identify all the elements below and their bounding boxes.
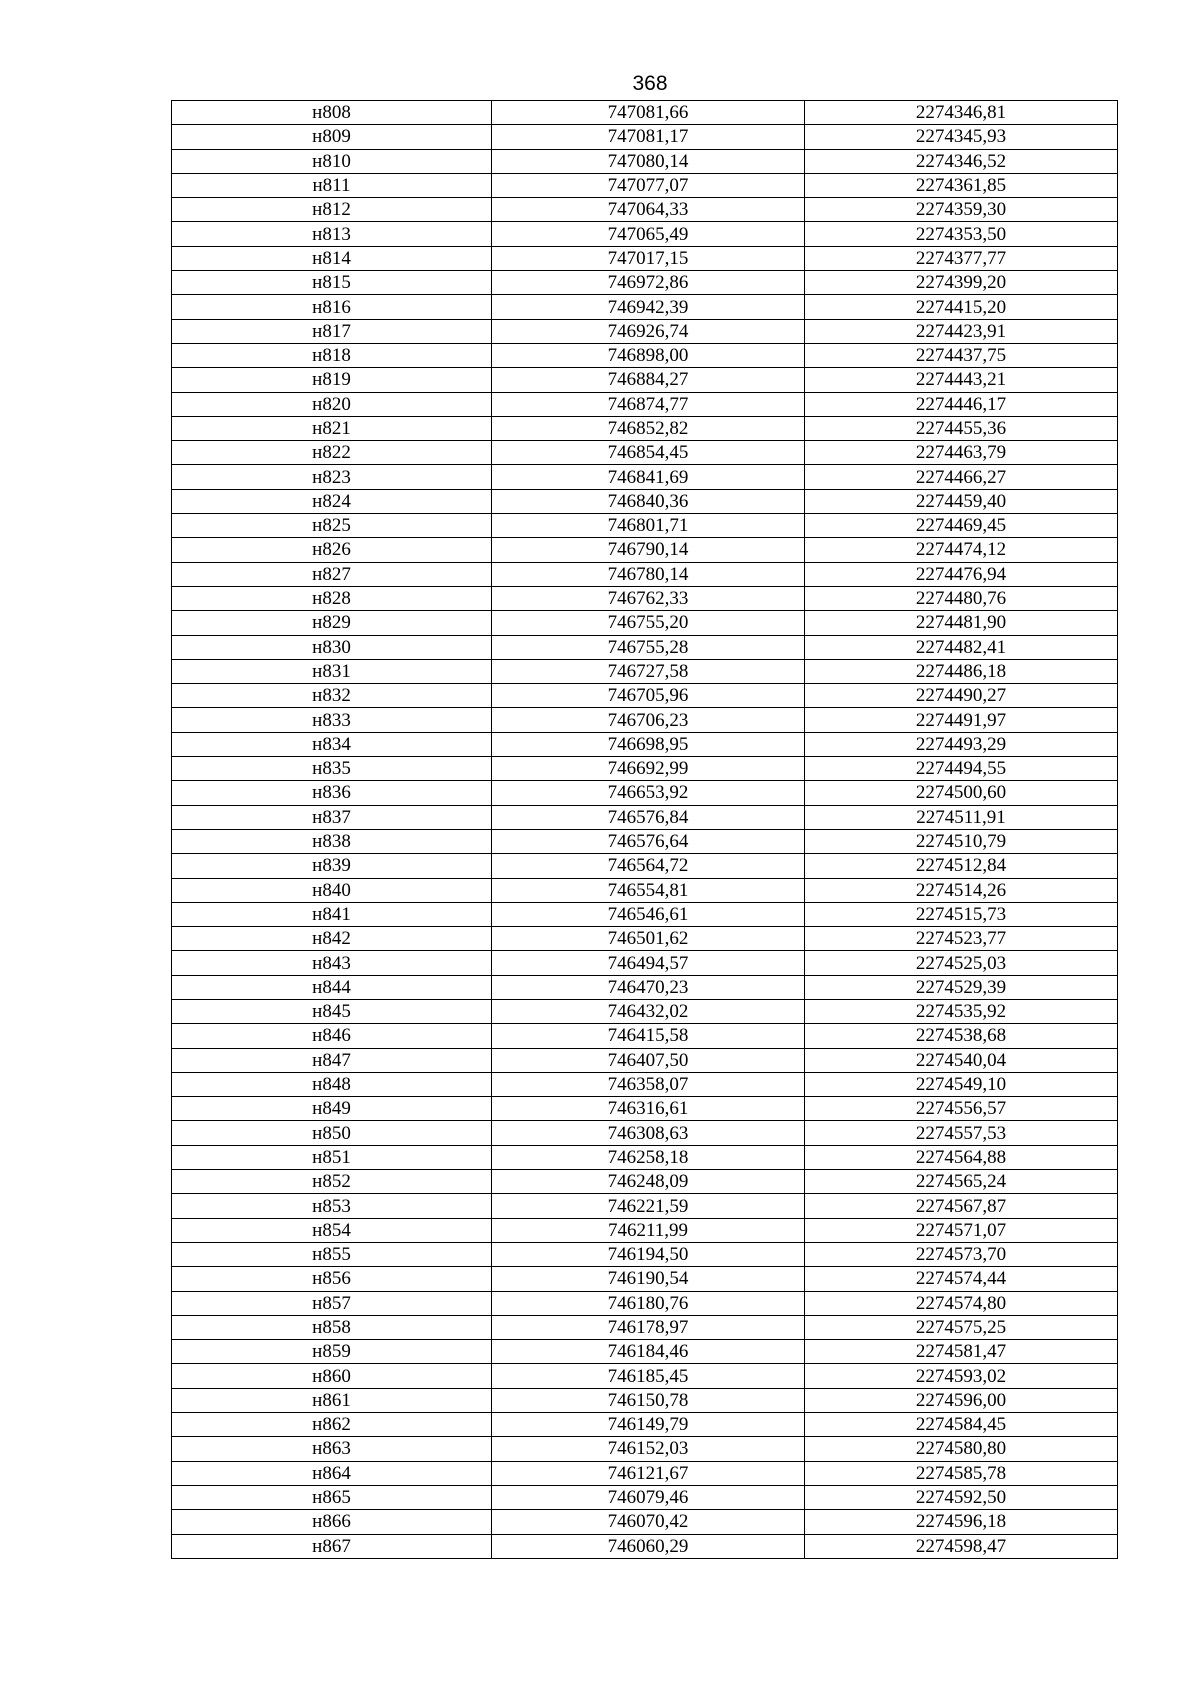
y-coordinate-cell: 2274564,88 bbox=[805, 1145, 1118, 1169]
point-id-cell: н846 bbox=[172, 1024, 492, 1048]
y-coordinate-cell: 2274596,00 bbox=[805, 1388, 1118, 1412]
y-coordinate-cell: 2274346,52 bbox=[805, 149, 1118, 173]
point-id-cell: н835 bbox=[172, 757, 492, 781]
x-coordinate-cell: 746698,95 bbox=[492, 732, 805, 756]
x-coordinate-cell: 746755,20 bbox=[492, 611, 805, 635]
y-coordinate-cell: 2274525,03 bbox=[805, 951, 1118, 975]
point-id-cell: н836 bbox=[172, 781, 492, 805]
y-coordinate-cell: 2274361,85 bbox=[805, 173, 1118, 197]
y-coordinate-cell: 2274556,57 bbox=[805, 1097, 1118, 1121]
table-row bbox=[172, 829, 1118, 853]
y-coordinate-cell: 2274437,75 bbox=[805, 343, 1118, 367]
table-row bbox=[172, 1485, 1118, 1509]
x-coordinate-cell: 746190,54 bbox=[492, 1267, 805, 1291]
point-id-cell: н832 bbox=[172, 684, 492, 708]
x-coordinate-cell: 746884,27 bbox=[492, 368, 805, 392]
y-coordinate-cell: 2274346,81 bbox=[805, 101, 1118, 125]
y-coordinate-cell: 2274529,39 bbox=[805, 975, 1118, 999]
point-id-cell: н828 bbox=[172, 586, 492, 610]
y-coordinate-cell: 2274514,26 bbox=[805, 878, 1118, 902]
x-coordinate-cell: 747080,14 bbox=[492, 149, 805, 173]
y-coordinate-cell: 2274459,40 bbox=[805, 489, 1118, 513]
y-coordinate-cell: 2274463,79 bbox=[805, 441, 1118, 465]
y-coordinate-cell: 2274535,92 bbox=[805, 999, 1118, 1023]
y-coordinate-cell: 2274581,47 bbox=[805, 1340, 1118, 1364]
table-row bbox=[172, 1097, 1118, 1121]
table-row bbox=[172, 1315, 1118, 1339]
y-coordinate-cell: 2274493,29 bbox=[805, 732, 1118, 756]
y-coordinate-cell: 2274466,27 bbox=[805, 465, 1118, 489]
table-row bbox=[172, 1437, 1118, 1461]
y-coordinate-cell: 2274573,70 bbox=[805, 1242, 1118, 1266]
x-coordinate-cell: 746841,69 bbox=[492, 465, 805, 489]
y-coordinate-cell: 2274500,60 bbox=[805, 781, 1118, 805]
y-coordinate-cell: 2274584,45 bbox=[805, 1413, 1118, 1437]
point-id-cell: н840 bbox=[172, 878, 492, 902]
table-row bbox=[172, 465, 1118, 489]
x-coordinate-cell: 746755,28 bbox=[492, 635, 805, 659]
table-row bbox=[172, 343, 1118, 367]
table-row bbox=[172, 1388, 1118, 1412]
x-coordinate-cell: 746942,39 bbox=[492, 295, 805, 319]
x-coordinate-cell: 746762,33 bbox=[492, 586, 805, 610]
y-coordinate-cell: 2274574,44 bbox=[805, 1267, 1118, 1291]
y-coordinate-cell: 2274557,53 bbox=[805, 1121, 1118, 1145]
x-coordinate-cell: 746692,99 bbox=[492, 757, 805, 781]
y-coordinate-cell: 2274455,36 bbox=[805, 416, 1118, 440]
point-id-cell: н848 bbox=[172, 1072, 492, 1096]
table-row bbox=[172, 1218, 1118, 1242]
x-coordinate-cell: 747065,49 bbox=[492, 222, 805, 246]
table-row bbox=[172, 1242, 1118, 1266]
table-row bbox=[172, 611, 1118, 635]
table-row bbox=[172, 368, 1118, 392]
table-row bbox=[172, 1145, 1118, 1169]
y-coordinate-cell: 2274443,21 bbox=[805, 368, 1118, 392]
point-id-cell: н853 bbox=[172, 1194, 492, 1218]
x-coordinate-cell: 746706,23 bbox=[492, 708, 805, 732]
x-coordinate-cell: 746972,86 bbox=[492, 271, 805, 295]
table-row bbox=[172, 854, 1118, 878]
y-coordinate-cell: 2274446,17 bbox=[805, 392, 1118, 416]
point-id-cell: н824 bbox=[172, 489, 492, 513]
point-id-cell: н862 bbox=[172, 1413, 492, 1437]
table-row bbox=[172, 1170, 1118, 1194]
table-row bbox=[172, 1048, 1118, 1072]
x-coordinate-cell: 747081,66 bbox=[492, 101, 805, 125]
y-coordinate-cell: 2274476,94 bbox=[805, 562, 1118, 586]
point-id-cell: н812 bbox=[172, 198, 492, 222]
point-id-cell: н837 bbox=[172, 805, 492, 829]
point-id-cell: н816 bbox=[172, 295, 492, 319]
y-coordinate-cell: 2274490,27 bbox=[805, 684, 1118, 708]
page-number: 368 bbox=[632, 72, 668, 95]
table-row bbox=[172, 246, 1118, 270]
point-id-cell: н809 bbox=[172, 125, 492, 149]
y-coordinate-cell: 2274353,50 bbox=[805, 222, 1118, 246]
x-coordinate-cell: 746470,23 bbox=[492, 975, 805, 999]
x-coordinate-cell: 746415,58 bbox=[492, 1024, 805, 1048]
point-id-cell: н830 bbox=[172, 635, 492, 659]
y-coordinate-cell: 2274512,84 bbox=[805, 854, 1118, 878]
point-id-cell: н850 bbox=[172, 1121, 492, 1145]
point-id-cell: н808 bbox=[172, 101, 492, 125]
y-coordinate-cell: 2274423,91 bbox=[805, 319, 1118, 343]
y-coordinate-cell: 2274567,87 bbox=[805, 1194, 1118, 1218]
point-id-cell: н821 bbox=[172, 416, 492, 440]
x-coordinate-cell: 746211,99 bbox=[492, 1218, 805, 1242]
table-row bbox=[172, 1534, 1118, 1558]
point-id-cell: н823 bbox=[172, 465, 492, 489]
x-coordinate-cell: 746854,45 bbox=[492, 441, 805, 465]
x-coordinate-cell: 746546,61 bbox=[492, 902, 805, 926]
table-row bbox=[172, 392, 1118, 416]
y-coordinate-cell: 2274474,12 bbox=[805, 538, 1118, 562]
point-id-cell: н818 bbox=[172, 343, 492, 367]
table-row bbox=[172, 1510, 1118, 1534]
table-row bbox=[172, 902, 1118, 926]
table-row bbox=[172, 1267, 1118, 1291]
y-coordinate-cell: 2274399,20 bbox=[805, 271, 1118, 295]
y-coordinate-cell: 2274481,90 bbox=[805, 611, 1118, 635]
x-coordinate-cell: 746926,74 bbox=[492, 319, 805, 343]
x-coordinate-cell: 746194,50 bbox=[492, 1242, 805, 1266]
y-coordinate-cell: 2274538,68 bbox=[805, 1024, 1118, 1048]
table-row bbox=[172, 927, 1118, 951]
table-row bbox=[172, 1461, 1118, 1485]
point-id-cell: н834 bbox=[172, 732, 492, 756]
table-row bbox=[172, 1121, 1118, 1145]
point-id-cell: н831 bbox=[172, 659, 492, 683]
x-coordinate-cell: 746248,09 bbox=[492, 1170, 805, 1194]
y-coordinate-cell: 2274359,30 bbox=[805, 198, 1118, 222]
point-id-cell: н847 bbox=[172, 1048, 492, 1072]
point-id-cell: н855 bbox=[172, 1242, 492, 1266]
point-id-cell: н819 bbox=[172, 368, 492, 392]
y-coordinate-cell: 2274571,07 bbox=[805, 1218, 1118, 1242]
x-coordinate-cell: 746221,59 bbox=[492, 1194, 805, 1218]
table-row bbox=[172, 999, 1118, 1023]
y-coordinate-cell: 2274511,91 bbox=[805, 805, 1118, 829]
coordinates-table-body bbox=[172, 101, 1118, 1559]
point-id-cell: н865 bbox=[172, 1485, 492, 1509]
table-row bbox=[172, 538, 1118, 562]
table-row bbox=[172, 878, 1118, 902]
point-id-cell: н810 bbox=[172, 149, 492, 173]
table-row bbox=[172, 295, 1118, 319]
x-coordinate-cell: 746501,62 bbox=[492, 927, 805, 951]
x-coordinate-cell: 746705,96 bbox=[492, 684, 805, 708]
y-coordinate-cell: 2274596,18 bbox=[805, 1510, 1118, 1534]
y-coordinate-cell: 2274540,04 bbox=[805, 1048, 1118, 1072]
table-row bbox=[172, 1072, 1118, 1096]
point-id-cell: н822 bbox=[172, 441, 492, 465]
x-coordinate-cell: 746432,02 bbox=[492, 999, 805, 1023]
x-coordinate-cell: 746180,76 bbox=[492, 1291, 805, 1315]
x-coordinate-cell: 746308,63 bbox=[492, 1121, 805, 1145]
table-row bbox=[172, 271, 1118, 295]
x-coordinate-cell: 746653,92 bbox=[492, 781, 805, 805]
point-id-cell: н851 bbox=[172, 1145, 492, 1169]
x-coordinate-cell: 746060,29 bbox=[492, 1534, 805, 1558]
table-row bbox=[172, 319, 1118, 343]
x-coordinate-cell: 746576,84 bbox=[492, 805, 805, 829]
table-row bbox=[172, 975, 1118, 999]
x-coordinate-cell: 746780,14 bbox=[492, 562, 805, 586]
x-coordinate-cell: 746874,77 bbox=[492, 392, 805, 416]
y-coordinate-cell: 2274510,79 bbox=[805, 829, 1118, 853]
y-coordinate-cell: 2274523,77 bbox=[805, 927, 1118, 951]
y-coordinate-cell: 2274585,78 bbox=[805, 1461, 1118, 1485]
x-coordinate-cell: 746070,42 bbox=[492, 1510, 805, 1534]
point-id-cell: н854 bbox=[172, 1218, 492, 1242]
table-row bbox=[172, 708, 1118, 732]
y-coordinate-cell: 2274415,20 bbox=[805, 295, 1118, 319]
x-coordinate-cell: 746790,14 bbox=[492, 538, 805, 562]
table-row bbox=[172, 101, 1118, 125]
y-coordinate-cell: 2274565,24 bbox=[805, 1170, 1118, 1194]
point-id-cell: н866 bbox=[172, 1510, 492, 1534]
table-row bbox=[172, 586, 1118, 610]
point-id-cell: н857 bbox=[172, 1291, 492, 1315]
point-id-cell: н867 bbox=[172, 1534, 492, 1558]
point-id-cell: н849 bbox=[172, 1097, 492, 1121]
point-id-cell: н815 bbox=[172, 271, 492, 295]
x-coordinate-cell: 746801,71 bbox=[492, 514, 805, 538]
table-row bbox=[172, 1340, 1118, 1364]
point-id-cell: н813 bbox=[172, 222, 492, 246]
point-id-cell: н842 bbox=[172, 927, 492, 951]
y-coordinate-cell: 2274515,73 bbox=[805, 902, 1118, 926]
point-id-cell: н841 bbox=[172, 902, 492, 926]
x-coordinate-cell: 746185,45 bbox=[492, 1364, 805, 1388]
point-id-cell: н843 bbox=[172, 951, 492, 975]
table-row bbox=[172, 732, 1118, 756]
table-row bbox=[172, 1413, 1118, 1437]
x-coordinate-cell: 746564,72 bbox=[492, 854, 805, 878]
point-id-cell: н826 bbox=[172, 538, 492, 562]
table-row bbox=[172, 757, 1118, 781]
table-row bbox=[172, 125, 1118, 149]
point-id-cell: н839 bbox=[172, 854, 492, 878]
y-coordinate-cell: 2274598,47 bbox=[805, 1534, 1118, 1558]
point-id-cell: н827 bbox=[172, 562, 492, 586]
table-row bbox=[172, 659, 1118, 683]
x-coordinate-cell: 746494,57 bbox=[492, 951, 805, 975]
point-id-cell: н860 bbox=[172, 1364, 492, 1388]
x-coordinate-cell: 746121,67 bbox=[492, 1461, 805, 1485]
y-coordinate-cell: 2274575,25 bbox=[805, 1315, 1118, 1339]
x-coordinate-cell: 746184,46 bbox=[492, 1340, 805, 1364]
x-coordinate-cell: 746358,07 bbox=[492, 1072, 805, 1096]
table-row bbox=[172, 489, 1118, 513]
y-coordinate-cell: 2274482,41 bbox=[805, 635, 1118, 659]
x-coordinate-cell: 747017,15 bbox=[492, 246, 805, 270]
x-coordinate-cell: 746258,18 bbox=[492, 1145, 805, 1169]
y-coordinate-cell: 2274491,97 bbox=[805, 708, 1118, 732]
table-row bbox=[172, 805, 1118, 829]
x-coordinate-cell: 746727,58 bbox=[492, 659, 805, 683]
table-row bbox=[172, 1364, 1118, 1388]
point-id-cell: н864 bbox=[172, 1461, 492, 1485]
y-coordinate-cell: 2274480,76 bbox=[805, 586, 1118, 610]
point-id-cell: н852 bbox=[172, 1170, 492, 1194]
y-coordinate-cell: 2274593,02 bbox=[805, 1364, 1118, 1388]
table-row bbox=[172, 514, 1118, 538]
y-coordinate-cell: 2274377,77 bbox=[805, 246, 1118, 270]
table-row bbox=[172, 149, 1118, 173]
point-id-cell: н856 bbox=[172, 1267, 492, 1291]
table-row bbox=[172, 1291, 1118, 1315]
point-id-cell: н817 bbox=[172, 319, 492, 343]
table-row bbox=[172, 198, 1118, 222]
table-row bbox=[172, 441, 1118, 465]
x-coordinate-cell: 746898,00 bbox=[492, 343, 805, 367]
y-coordinate-cell: 2274345,93 bbox=[805, 125, 1118, 149]
y-coordinate-cell: 2274580,80 bbox=[805, 1437, 1118, 1461]
table-row bbox=[172, 562, 1118, 586]
point-id-cell: н825 bbox=[172, 514, 492, 538]
x-coordinate-cell: 746152,03 bbox=[492, 1437, 805, 1461]
point-id-cell: н858 bbox=[172, 1315, 492, 1339]
point-id-cell: н833 bbox=[172, 708, 492, 732]
table-row bbox=[172, 173, 1118, 197]
y-coordinate-cell: 2274469,45 bbox=[805, 514, 1118, 538]
table-row bbox=[172, 222, 1118, 246]
x-coordinate-cell: 746150,78 bbox=[492, 1388, 805, 1412]
y-coordinate-cell: 2274574,80 bbox=[805, 1291, 1118, 1315]
table-row bbox=[172, 1024, 1118, 1048]
coordinates-table bbox=[171, 100, 1118, 1559]
x-coordinate-cell: 746852,82 bbox=[492, 416, 805, 440]
point-id-cell: н861 bbox=[172, 1388, 492, 1412]
table-row bbox=[172, 635, 1118, 659]
y-coordinate-cell: 2274494,55 bbox=[805, 757, 1118, 781]
x-coordinate-cell: 746840,36 bbox=[492, 489, 805, 513]
x-coordinate-cell: 746178,97 bbox=[492, 1315, 805, 1339]
point-id-cell: н845 bbox=[172, 999, 492, 1023]
y-coordinate-cell: 2274592,50 bbox=[805, 1485, 1118, 1509]
point-id-cell: н811 bbox=[172, 173, 492, 197]
table-row bbox=[172, 951, 1118, 975]
x-coordinate-cell: 746576,64 bbox=[492, 829, 805, 853]
point-id-cell: н863 bbox=[172, 1437, 492, 1461]
point-id-cell: н859 bbox=[172, 1340, 492, 1364]
point-id-cell: н844 bbox=[172, 975, 492, 999]
point-id-cell: н838 bbox=[172, 829, 492, 853]
point-id-cell: н829 bbox=[172, 611, 492, 635]
x-coordinate-cell: 747077,07 bbox=[492, 173, 805, 197]
y-coordinate-cell: 2274486,18 bbox=[805, 659, 1118, 683]
x-coordinate-cell: 747081,17 bbox=[492, 125, 805, 149]
table-row bbox=[172, 781, 1118, 805]
y-coordinate-cell: 2274549,10 bbox=[805, 1072, 1118, 1096]
x-coordinate-cell: 747064,33 bbox=[492, 198, 805, 222]
x-coordinate-cell: 746079,46 bbox=[492, 1485, 805, 1509]
x-coordinate-cell: 746407,50 bbox=[492, 1048, 805, 1072]
point-id-cell: н814 bbox=[172, 246, 492, 270]
point-id-cell: н820 bbox=[172, 392, 492, 416]
x-coordinate-cell: 746554,81 bbox=[492, 878, 805, 902]
x-coordinate-cell: 746149,79 bbox=[492, 1413, 805, 1437]
table-row bbox=[172, 684, 1118, 708]
table-row bbox=[172, 1194, 1118, 1218]
table-row bbox=[172, 416, 1118, 440]
x-coordinate-cell: 746316,61 bbox=[492, 1097, 805, 1121]
